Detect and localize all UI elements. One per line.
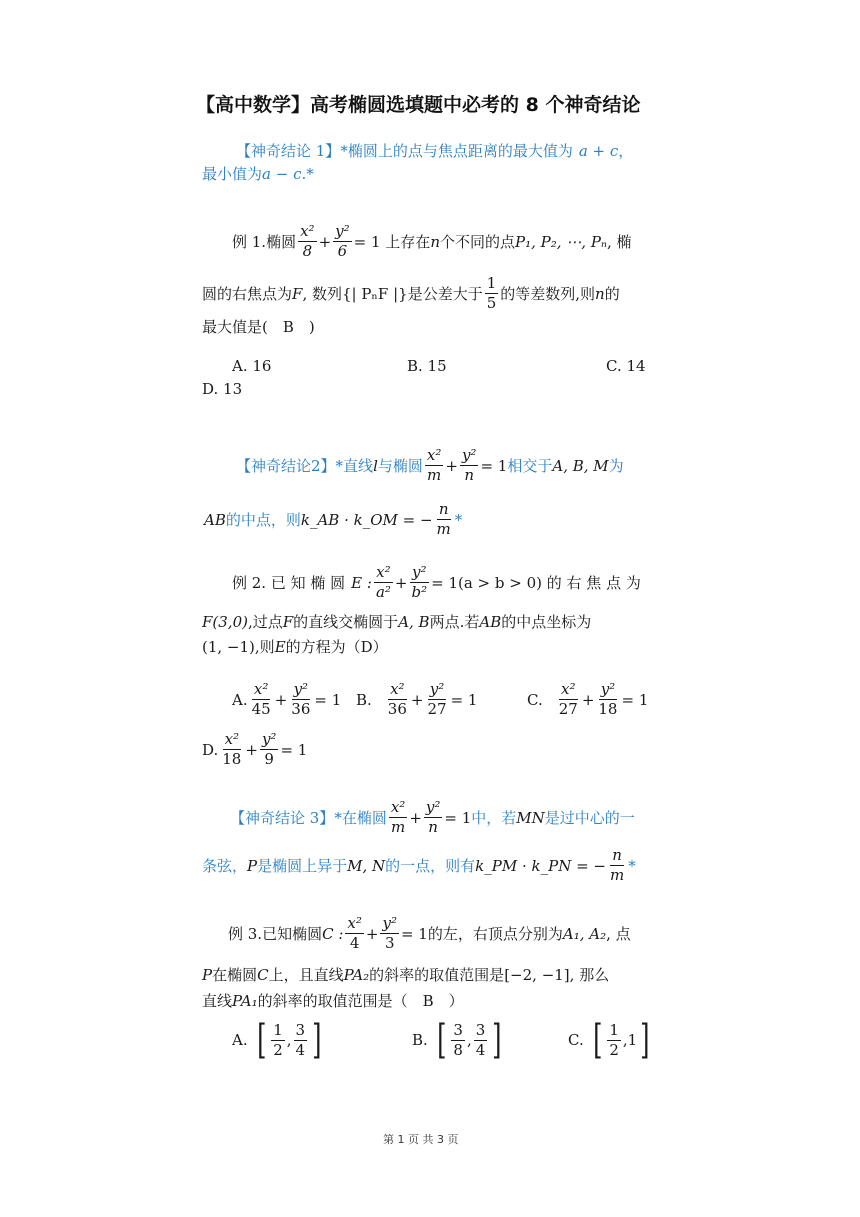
example-2-line2: F(3,0),过点F的直线交椭圆于A, B两点.若AB的中点坐标为 — [202, 613, 592, 631]
conclusion-1-label: 【神奇结论 1】 — [236, 142, 341, 160]
example-2-line1: 例 2. 已 知 椭 圆 E : $\frac{\text{x²}}{\text{a²}}$ + $\frac{\text{y²}}{\text{b²}}$ = 1(a > b > 0) 的 右 焦 点 为 — [232, 563, 641, 601]
fraction: $\frac{\text{y²}}{n}$ — [425, 798, 441, 836]
fraction: $\frac{1}{5}$ — [486, 274, 497, 312]
example-2-line3: (1, −1),则E的方程为（D） — [202, 638, 388, 656]
option-b: B. [ $\frac{3}{8}$ , $\frac{3}{4}$ ] — [412, 1017, 502, 1063]
fraction: $\frac{\text{y²}}{3}$ — [382, 914, 397, 952]
conclusion-2-line2: AB 的中点，则 k_AB · k_OM = − $\frac{n}{m}$ * — [204, 500, 463, 538]
conclusion-2-line1: 【神奇结论2】 *直线 l 与椭圆 $\frac{\text{x²}}{m}$ + $\frac{\text{y²}}{n}$ = 1 相交于 A, B, M 为 — [236, 446, 624, 484]
conclusion-2-label: 【神奇结论2】 — [236, 457, 336, 475]
fraction: $\frac{\text{y²}}{27}$ — [427, 680, 447, 718]
fraction: $\frac{3}{8}$ — [453, 1020, 463, 1059]
fraction: $\frac{n}{m}$ — [436, 500, 451, 538]
conclusion-1-line1: 【神奇结论 1】*椭圆上的点与焦点距离的最大值为 a + c， — [236, 142, 634, 160]
page-footer: 第 1 页 共 3 页 — [383, 1133, 459, 1146]
option-a: A. [ $\frac{1}{2}$ , $\frac{3}{4}$ ] — [232, 1017, 322, 1063]
fraction: $\frac{n}{m}$ — [610, 846, 625, 884]
option-c: C. $\frac{\text{x²}}{27}$ + $\frac{\text{y²}}{18}$ = 1 — [527, 680, 649, 718]
fraction: $\frac{\text{x²}}{m}$ — [426, 446, 442, 484]
conclusion-3-label: 【神奇结论 3】 — [230, 809, 335, 827]
option-c: C. 14 — [606, 357, 646, 375]
page-title: 【高中数学】高考椭圆选填题中必考的 8 个神奇结论 — [196, 94, 641, 116]
example-1-line3: 最大值是( B ) — [202, 318, 315, 336]
option-d: D. $\frac{\text{x²}}{18}$ + $\frac{\text{y²}}{9}$ = 1 — [202, 730, 308, 768]
fraction: $\frac{\text{x²}}{m}$ — [390, 798, 406, 836]
example-1-line1: 例 1.椭圆 $\frac{\text{x²}}{8}$ + $\frac{\text{y²}}{6}$ = 1 上存在 n 个不同的点 P₁, P₂, ⋯, Pₙ , 椭 — [232, 222, 632, 260]
example-3-line2: P在椭圆C上，且直线PA₂的斜率的取值范围是[−2, −1], 那么 — [202, 966, 610, 984]
fraction: $\frac{\text{y²}}{6}$ — [335, 222, 350, 260]
fraction: $\frac{\text{y²}}{36}$ — [291, 680, 311, 718]
fraction: $\frac{\text{x²}}{\text{a²}}$ — [375, 563, 391, 601]
fraction: $\frac{\text{x²}}{36}$ — [387, 680, 407, 718]
example-1-line2: 圆的右焦点为 F , 数列{| PₙF |}是公差大于 $\frac{1}{5}$ 的等差数列,则 n 的 — [202, 274, 620, 312]
fraction: $\frac{\text{x²}}{4}$ — [347, 914, 362, 952]
option-b: B. $\frac{\text{x²}}{36}$ + $\frac{\text{y²}}{27}$ = 1 — [356, 680, 478, 718]
option-c: C. [ $\frac{1}{2}$ , 1 ] — [568, 1017, 650, 1063]
fraction: $\frac{3}{4}$ — [295, 1020, 306, 1059]
conclusion-3-line1: 【神奇结论 3】 *在椭圆 $\frac{\text{x²}}{m}$ + $\frac{\text{y²}}{n}$ = 1 中，若 MN 是过中心的一 — [230, 798, 635, 836]
fraction: $\frac{\text{y²}}{9}$ — [261, 730, 277, 768]
option-a: A. $\frac{\text{x²}}{45}$ + $\frac{\text{y²}}{36}$ = 1 — [232, 680, 342, 718]
fraction: $\frac{\text{x²}}{18}$ — [222, 730, 242, 768]
option-a: A. 16 — [232, 357, 272, 375]
fraction: $\frac{\text{x²}}{45}$ — [251, 680, 271, 718]
conclusion-1-line2: 最小值为a − c.* — [202, 165, 314, 183]
fraction: $\frac{3}{4}$ — [475, 1020, 486, 1059]
example-3-line1: 例 3.已知椭圆 C : $\frac{\text{x²}}{4}$ + $\frac{\text{y²}}{3}$ = 1 的左，右顶点分别为 A₁, A₂ , 点 — [228, 914, 631, 952]
fraction: $\frac{\text{x²}}{27}$ — [558, 680, 578, 718]
option-b: B. 15 — [407, 357, 447, 375]
fraction: $\frac{\text{y²}}{n}$ — [461, 446, 477, 484]
fraction: $\frac{\text{x²}}{8}$ — [300, 222, 315, 260]
conclusion-3-line2: 条弦， P 是椭圆上异于 M, N 的一点，则有 k_PM · k_PN = − $\frac{n}{m}$ * — [202, 846, 636, 884]
fraction: $\frac{\text{y²}}{\text{b²}}$ — [411, 563, 428, 601]
fraction: $\frac{1}{2}$ — [273, 1020, 283, 1059]
fraction: $\frac{\text{y²}}{18}$ — [598, 680, 618, 718]
fraction: $\frac{1}{2}$ — [609, 1020, 619, 1059]
option-d: D. 13 — [202, 380, 243, 398]
example-3-line3: 直线PA₁的斜率的取值范围是（ B ） — [202, 992, 464, 1010]
